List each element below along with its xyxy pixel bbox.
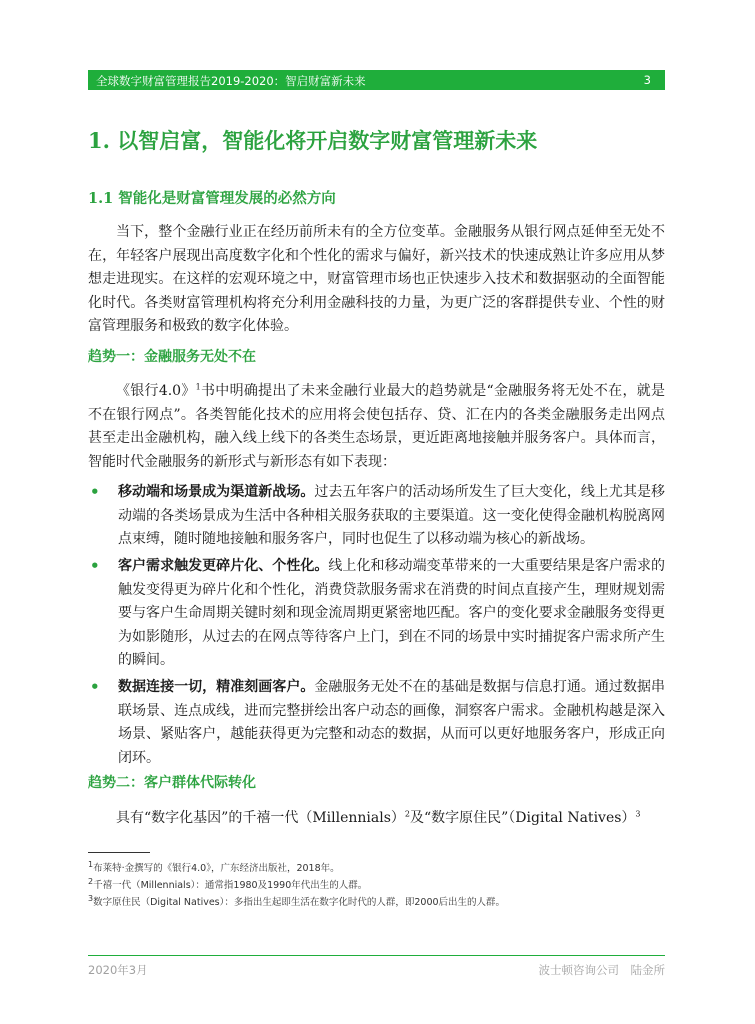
footnote-divider — [88, 852, 150, 853]
bullet-body: 金融服务无处不在的基础是数据与信息打通。通过数据串联场景、连点成线，进而完整拼绘出客户动态的画像，洞察客户需求。金融机构越是深入场景、紧贴客户，越能获得更为完整和动态的数据，从而可以更好地服务客户，形成正向闭环。 — [118, 679, 666, 766]
subsection-title: 1.1 智能化是财富管理发展的必然方向 — [88, 190, 336, 207]
bullet-body: 过去五年客户的活动场所发生了巨大变化，线上尤其是移动端的各类场景成为生活中各种相关服务获取的主要渠道。这一变化使得金融机构脱离网点束缚，随时随地接触和服务客户，同时也促生了以移动端为核心的新战场。 — [118, 484, 666, 547]
bullet-lead: 客户需求触发更碎片化、个性化。 — [118, 558, 329, 574]
running-header — [88, 70, 665, 90]
trend1-paragraph — [88, 380, 665, 474]
bullet-dot-icon: • — [90, 483, 100, 501]
trend2-paragraph — [88, 807, 665, 831]
footer-divider — [88, 955, 665, 956]
footnote-text: 数字原住民（Digital Natives）：多指出生起即生活在数字化时代的人群，即2000后出生的人群。 — [93, 897, 506, 908]
footnote-text: 千禧一代（Millennials）：通常指1980及1990年代出生的人群。 — [93, 880, 368, 891]
intro-paragraph: 当下，整个金融行业正在经历前所未有的全方位变革。金融服务从银行网点延伸至无处不在，年轻客户展现出高度数字化和个性化的需求与偏好，新兴技术的快速成熟让许多应用从梦想走进现实。在这样的宏观环境之中，财富管理市场也正快速步入技术和数据驱动的全面智能化时代。各类财富管理机构将充分利用金融科技的力量，为更广泛的客群提供专业、个性的财富管理服务和极致的数字化体验。 — [88, 224, 665, 334]
header-title: 全球数字财富管理报告2019-2020：智启财富新未来 — [96, 74, 366, 88]
footnote-text: 布莱特·金撰写的《银行4.0》，广东经济出版社，2018年。 — [93, 863, 340, 874]
footer-organization: 波士顿咨询公司 陆金所 — [538, 963, 665, 977]
bullet-item-customer-needs — [88, 555, 665, 673]
bullet-dot-icon: • — [90, 557, 100, 575]
trend2-text-a: 具有“数字化基因”的千禧一代（Millennials） — [116, 810, 405, 826]
bullet-lead: 移动端和场景成为渠道新战场。 — [118, 484, 315, 500]
trend1-paragraph-text: 书中明确提出了未来金融行业最大的趋势就是“金融服务将无处不在，就是不在银行网点”。各类智能化技术的应用将会使包括存、贷、汇在内的各类金融服务走出网点甚至走出金融机构，融入线上线下的各类生态场景，更近距离地接触并服务客户。具体而言，智能时代金融服务的新形式与新形态有如下表现： — [88, 383, 666, 470]
bullet-body: 线上化和移动端变革带来的一大重要结果是客户需求的触发变得更为碎片化和个性化，消费贷款服务需求在消费的时间点直接产生，理财规划需要与客户生命周期关键时刻和现金流周期更紧密地匹配。客户的变化要求金融服务变得更为如影随形，从过去的在网点等待客户上门，到在不同的场景中实时捕捉客户需求所产生的瞬间。 — [118, 558, 666, 668]
trend2-heading: 趋势二：客户群体代际转化 — [88, 775, 256, 791]
bullet-lead: 数据连接一切，精准刻画客户。 — [118, 679, 315, 695]
bullet-item-mobile-channel — [88, 481, 665, 552]
section-title: 1. 以智启富，智能化将开启数字财富管理新未来 — [88, 128, 538, 153]
book-title: 《银行4.0》 — [116, 383, 196, 399]
bullet-item-data-connection — [88, 676, 665, 770]
page-number: 3 — [643, 73, 651, 87]
footnote-ref-2: 2 — [404, 809, 410, 819]
footer-date: 2020年3月 — [88, 963, 148, 977]
footnote-2 — [88, 877, 367, 891]
footnote-ref-1: 1 — [195, 382, 201, 392]
footnote-num: 3 — [88, 893, 94, 903]
footnote-num: 2 — [88, 876, 94, 886]
trend2-text-b: 及“数字原住民”（Digital Natives） — [409, 810, 636, 826]
footnote-3 — [88, 894, 505, 908]
trend1-heading: 趋势一：金融服务无处不在 — [88, 349, 256, 365]
footnote-num: 1 — [88, 859, 94, 869]
footnote-1 — [88, 860, 340, 874]
footnote-ref-3: 3 — [635, 809, 641, 819]
bullet-dot-icon: • — [90, 678, 100, 696]
